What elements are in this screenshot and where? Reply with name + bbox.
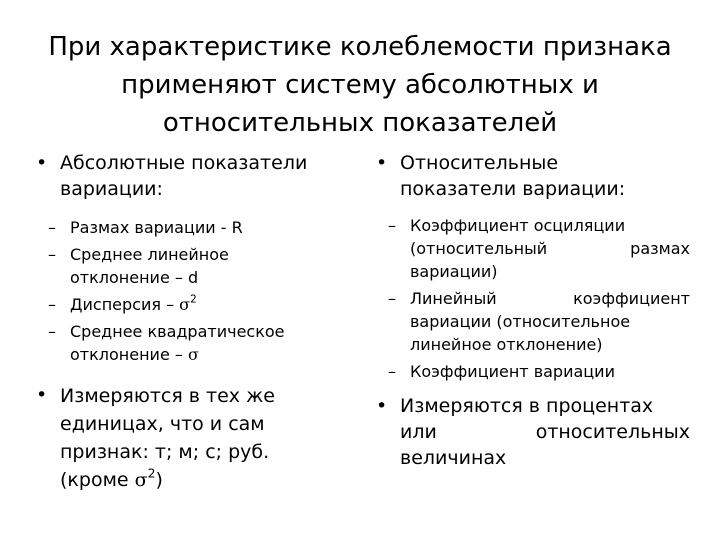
- dash-icon: –: [48, 218, 56, 237]
- left-item-2-line-1: Среднее линейное: [70, 245, 229, 264]
- dash-icon: –: [388, 362, 396, 381]
- right-item-2-line-3: линейное отклонение): [410, 335, 603, 354]
- sigma-symbol: σ: [179, 295, 191, 314]
- dash-icon: –: [388, 216, 396, 235]
- right-heading-line-2: показатели вариации:: [400, 178, 626, 200]
- left-sub-item: [30, 320, 360, 366]
- left-units-line-4: [60, 466, 360, 494]
- left-units-line-3: признак: т; м; с; руб.: [60, 441, 270, 463]
- left-sub-item: [30, 243, 360, 289]
- right-units-line-2: или относительных: [400, 421, 690, 443]
- bullet-icon: •: [36, 384, 48, 406]
- left-units-close: ): [155, 469, 163, 491]
- sigma-symbol: σ: [187, 345, 199, 364]
- bullet-icon: •: [376, 152, 388, 174]
- left-heading-line-1: Абсолютные показатели: [60, 152, 308, 174]
- title-line-3: относительных показателей: [162, 108, 558, 138]
- left-item-2-line-2: отклонение – d: [70, 268, 199, 287]
- left-item-1-line-1: Размах вариации - R: [70, 218, 243, 237]
- left-item-4-text: отклонение –: [70, 345, 188, 364]
- right-heading-bullet: [370, 150, 690, 202]
- dash-icon: –: [388, 289, 396, 308]
- dash-icon: –: [48, 322, 56, 341]
- slide-title: [40, 28, 680, 142]
- superscript-2: 2: [147, 466, 156, 481]
- left-units-line-2: единицах, что и сам: [60, 413, 265, 435]
- dash-icon: –: [48, 245, 56, 264]
- bullet-icon: •: [36, 152, 48, 174]
- left-item-4-line-1: Среднее квадратическое: [70, 322, 285, 341]
- left-units-bullet: [30, 382, 360, 494]
- left-units-text: (кроме: [60, 469, 135, 491]
- title-line-2: применяют систему абсолютных и: [121, 70, 599, 100]
- left-sub-list: [30, 216, 360, 366]
- left-heading-line-2: вариации:: [60, 178, 163, 200]
- left-item-4-line-2: [70, 343, 360, 366]
- right-units-line-1: Измеряются в процентах: [400, 395, 654, 417]
- right-sub-item: [370, 214, 690, 283]
- right-sub-item: [370, 287, 690, 356]
- left-item-3-line-1: [70, 293, 360, 316]
- dash-icon: –: [48, 295, 56, 314]
- left-column: [30, 150, 360, 494]
- right-units-bullet: [370, 393, 690, 471]
- right-item-1-line-2: (относительный размах: [410, 239, 690, 258]
- left-units-line-1: Измеряются в тех же: [60, 385, 275, 407]
- right-units-line-3: величинах: [400, 447, 507, 469]
- left-heading-bullet: [30, 150, 360, 202]
- right-item-3-line-1: Коэффициент вариации: [410, 362, 615, 381]
- title-line-1: При характеристике колеблемости признака: [48, 32, 672, 62]
- superscript-2: 2: [190, 293, 197, 306]
- right-item-1-line-3: вариации): [410, 262, 498, 281]
- sigma-symbol: σ: [134, 469, 148, 491]
- right-item-2-line-1: Линейный коэффициент: [410, 289, 690, 308]
- right-column: [370, 150, 690, 471]
- left-sub-item: [30, 216, 360, 239]
- left-sub-item: [30, 293, 360, 316]
- right-item-2-line-2: вариации (относительное: [410, 312, 631, 331]
- left-item-3-text: Дисперсия –: [70, 295, 180, 314]
- right-sub-list: [370, 214, 690, 383]
- right-heading-line-1: Относительные: [400, 152, 559, 174]
- right-item-1-line-1: Коэффициент осциляции: [410, 216, 626, 235]
- bullet-icon: •: [376, 395, 388, 417]
- right-sub-item: [370, 360, 690, 383]
